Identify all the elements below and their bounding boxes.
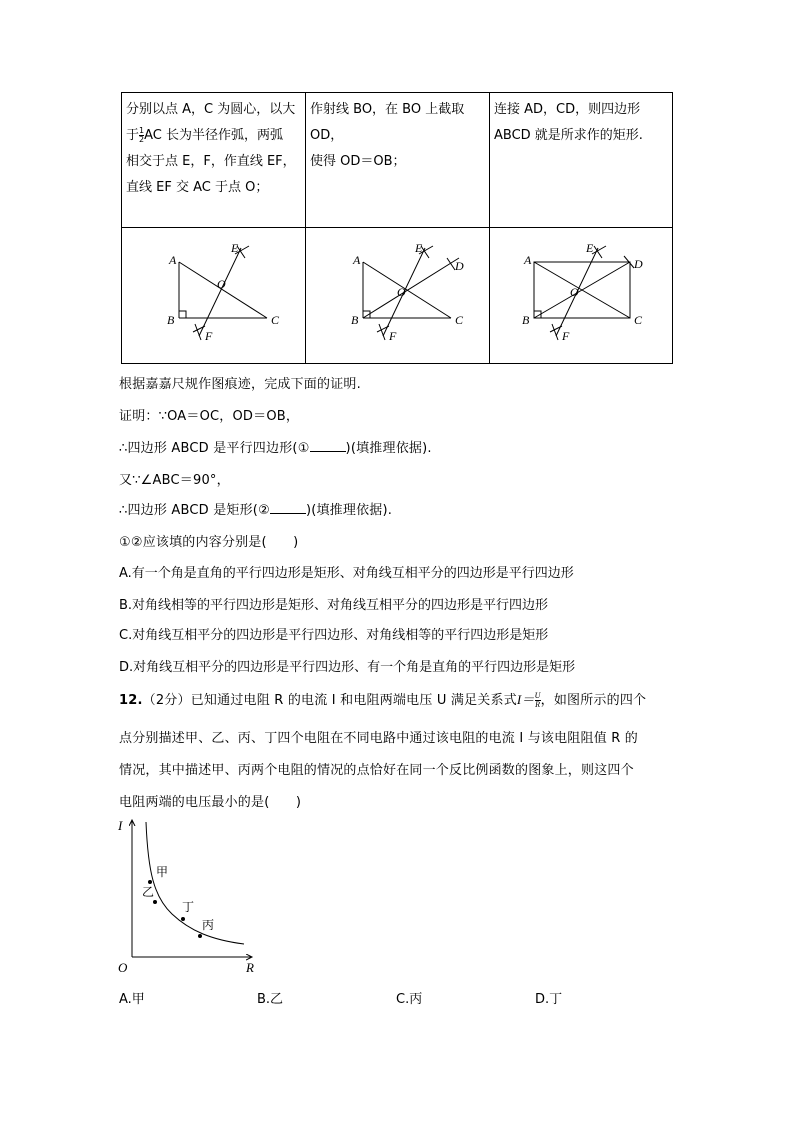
step3-figure: [506, 240, 656, 352]
step1-line4: 直线 EF 交 AC 于点 O；: [126, 180, 269, 195]
label-F: F: [388, 328, 396, 343]
question-11-prompt: ①②应该填的内容分别是( ): [119, 535, 299, 550]
formula-denominator: R: [535, 700, 541, 709]
label-C: C: [454, 312, 463, 327]
label-E: E: [414, 240, 422, 255]
proof-line4-start: ∴四边形 ABCD 是矩形(: [119, 503, 259, 518]
point-bing: [198, 934, 202, 938]
q12-text1: 已知通过电阻 R 的电流 I 和电阻两端电压 U 满足关系式: [190, 693, 517, 708]
q11-option-b[interactable]: B.对角线相等的平行四边形是矩形、对角线互相平分的四边形是平行四边形: [119, 598, 549, 613]
label-O: O: [216, 276, 226, 291]
fraction-denominator: 2: [139, 135, 145, 144]
proof-line4-end: )(填推理依据).: [305, 503, 393, 518]
point-ding-label: 丁: [182, 900, 195, 914]
label-O: O: [570, 284, 579, 299]
q12-number: 12.: [119, 693, 143, 708]
label-A: A: [352, 252, 360, 267]
blank-1-marker: ①: [297, 441, 310, 456]
point-ding: [181, 917, 185, 921]
blank-1: [310, 451, 346, 452]
fraction-numerator: 1: [139, 126, 145, 135]
label-B: B: [166, 312, 174, 327]
q11-option-c[interactable]: C.对角线互相平分的四边形是平行四边形、对角线相等的平行四边形是矩形: [119, 628, 549, 643]
step1-text: [122, 93, 306, 228]
q11-option-a[interactable]: A.有一个角是直角的平行四边形是矩形、对角线互相平分的四边形是平行四边形: [119, 566, 574, 581]
inverse-proportion-graph: [112, 812, 262, 977]
step1-line2: AC 长为半径作弧，两弧: [144, 128, 283, 143]
inverse-curve: [146, 822, 244, 944]
formula-lhs: I＝: [516, 692, 535, 707]
label-E: E: [230, 240, 238, 255]
origin-label: O: [118, 960, 128, 975]
q12-line2: 点分别描述甲、乙、丙、丁四个电阻在不同电路中通过该电阻的电流 I 与该电阻阻值 R 的: [119, 731, 638, 746]
proof-intro: 根据嘉嘉尺规作图痕迹，完成下面的证明.: [119, 377, 361, 392]
step1-figure: [139, 240, 289, 352]
step3-text: [490, 93, 673, 228]
label-A: A: [168, 252, 176, 267]
step2-line1: 作射线 BO，在 BO 上截取 OD，: [310, 102, 465, 143]
proof-line3: 又∵∠ABC＝90°，: [119, 473, 230, 488]
step2-figure-cell: [306, 228, 490, 364]
step2-line2: 使得 OD＝OB；: [310, 154, 406, 169]
q12-text1-end: ，如图所示的四个: [540, 693, 647, 708]
y-axis-label: I: [118, 818, 123, 833]
step1-line1: 分别以点 A，C 为圆心，以大: [126, 102, 296, 117]
point-jia-label: 甲: [156, 865, 169, 879]
q12-option-d[interactable]: D.丁: [535, 992, 563, 1007]
q12-option-b[interactable]: B.乙: [257, 992, 284, 1007]
step3-figure-cell: [490, 228, 673, 364]
step1-figure-cell: [122, 228, 306, 364]
label-B: B: [350, 312, 358, 327]
blank-2-marker: ②: [258, 503, 270, 518]
label-C: C: [634, 312, 643, 327]
proof-line2: [119, 437, 432, 456]
label-C: C: [270, 312, 279, 327]
label-O: O: [396, 284, 406, 299]
q11-option-d[interactable]: D.对角线互相平分的四边形是平行四边形、有一个角是直角的平行四边形是矩形: [119, 660, 576, 675]
proof-line1: 证明：∵OA＝OC，OD＝OB，: [119, 409, 300, 424]
point-yi-label: 乙: [142, 885, 155, 899]
step1-line3: 相交于点 E，F，作直线 EF，: [126, 154, 296, 169]
point-bing-label: 丙: [202, 918, 215, 932]
label-D: D: [634, 256, 643, 271]
label-E: E: [586, 240, 594, 255]
q12-line1: [119, 689, 646, 709]
q12-option-c[interactable]: C.丙: [396, 992, 423, 1007]
q12-score: （2分）: [142, 693, 191, 708]
q12-line3: 情况，其中描述甲、丙两个电阻的情况的点恰好在同一个反比例函数的图象上，则这四个: [119, 763, 634, 778]
point-jia: [148, 880, 152, 884]
label-D: D: [454, 258, 464, 273]
step2-figure: [323, 240, 473, 352]
label-A: A: [524, 252, 532, 267]
label-F: F: [562, 328, 570, 343]
step3-line2: ABCD 就是所求作的矩形.: [494, 128, 643, 143]
x-axis-label: R: [246, 960, 254, 975]
step1-line2-prefix: 于: [126, 128, 140, 143]
label-F: F: [204, 328, 212, 343]
proof-line2-end: )(填推理依据).: [345, 441, 432, 456]
point-yi: [153, 900, 157, 904]
construction-steps-table: [121, 92, 673, 364]
step2-text: [306, 93, 490, 228]
proof-line2-start: ∴四边形 ABCD 是平行四边形(: [119, 441, 298, 456]
proof-line4: [119, 499, 392, 518]
q12-line4: 电阻两端的电压最小的是( ): [119, 795, 302, 810]
formula-numerator: U: [534, 691, 541, 700]
blank-2: [270, 513, 306, 514]
label-B: B: [522, 312, 530, 327]
step3-line1: 连接 AD，CD，则四边形: [494, 102, 641, 117]
q12-option-a[interactable]: A.甲: [119, 992, 145, 1007]
